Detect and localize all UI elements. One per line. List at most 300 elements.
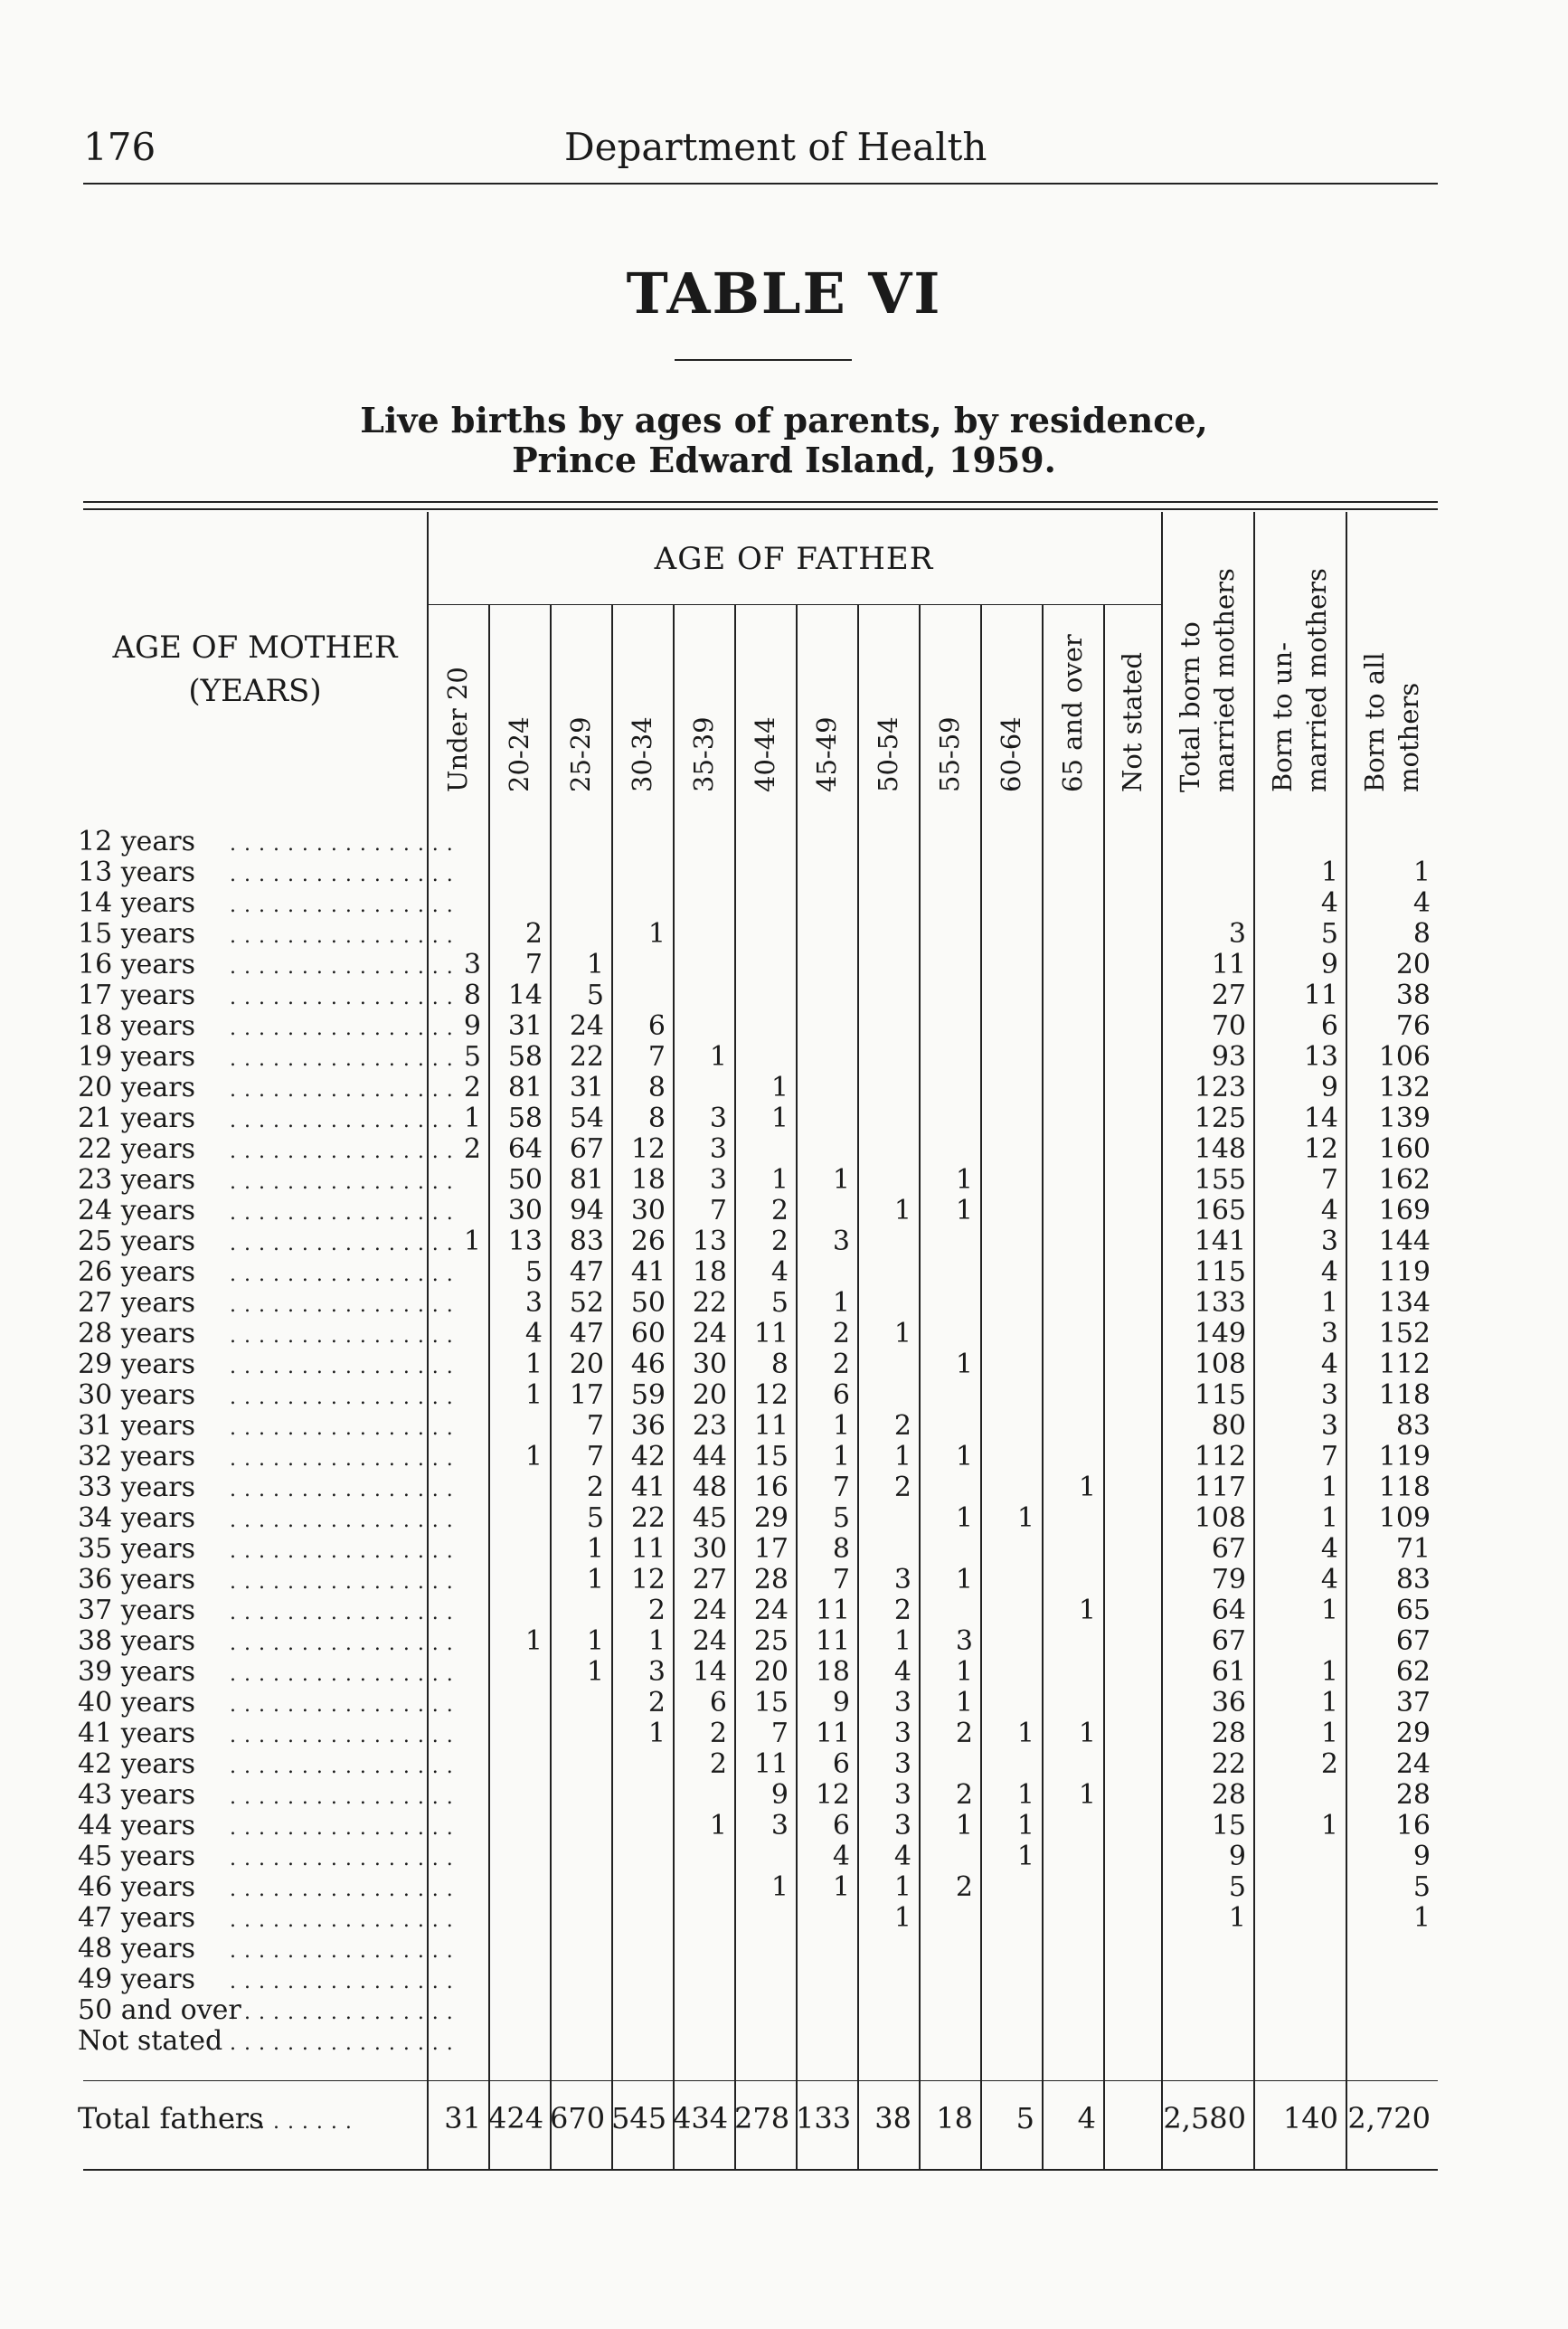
table-cell	[980, 1657, 1034, 1688]
table-cell	[919, 1965, 973, 1995]
table-cell	[488, 1565, 543, 1595]
table-cell: 2	[524, 918, 543, 950]
table-cell: 4	[1320, 1195, 1338, 1226]
table-cell: 5	[586, 980, 604, 1011]
row-label	[78, 1164, 454, 1196]
table-cell: 44	[692, 1441, 727, 1472]
table-cell	[857, 1226, 912, 1257]
table-cell: 11	[815, 1718, 850, 1749]
table-cell: 125	[1194, 1103, 1246, 1134]
table-cell: 8	[647, 1072, 666, 1103]
row-label	[78, 1441, 454, 1472]
table-cell: 7	[586, 1441, 604, 1472]
table-cell	[427, 1319, 481, 1349]
table-cell	[611, 1749, 666, 1780]
running-header: Department of Health	[564, 125, 987, 169]
table-cell	[427, 1903, 481, 1934]
table-cell	[550, 888, 604, 919]
table-cell	[611, 857, 666, 888]
table-cell	[488, 1472, 543, 1503]
table-cell	[1042, 1565, 1096, 1595]
table-cell: 2	[832, 1318, 850, 1349]
table-cell	[427, 827, 481, 857]
table-cell	[488, 1411, 543, 1442]
table-cell: 30	[692, 1349, 727, 1380]
row-label-text: 34 years	[78, 1502, 196, 1534]
row-label-text: 18 years	[78, 1010, 196, 1042]
table-cell: 2	[463, 1072, 481, 1103]
table-cell	[427, 888, 481, 919]
table-cell	[673, 827, 727, 857]
row-label	[78, 1718, 454, 1749]
table-cell	[1103, 2026, 1154, 2057]
table-row	[0, 1872, 1568, 1903]
table-cell: 83	[569, 1226, 604, 1257]
table-cell: 1	[832, 1441, 850, 1472]
leader-dots: . . . . . . . . . . . . . . . .	[230, 1448, 454, 1471]
table-cell: 31	[569, 1072, 604, 1103]
table-cell	[488, 1903, 543, 1934]
row-label-text: 33 years	[78, 1472, 196, 1503]
table-cell	[550, 857, 604, 888]
row-label-text: 29 years	[78, 1349, 196, 1380]
table-cell	[919, 1380, 973, 1411]
table-cell	[1346, 1995, 1431, 2026]
table-row	[0, 1226, 1568, 1257]
table-cell	[796, 1934, 850, 1965]
table-cell	[857, 1503, 912, 1534]
row-label	[78, 826, 454, 857]
table-cell: 38	[1395, 980, 1431, 1011]
row-label	[78, 1902, 454, 1934]
table-cell: 8	[832, 1533, 850, 1565]
table-cell: 4	[893, 1841, 912, 1872]
table-cell: 46	[630, 1349, 666, 1380]
leader-dots: . . . . . . . . . . . . . . . .	[230, 1141, 454, 1163]
table-cell	[611, 1995, 666, 2026]
table-cell	[1253, 1995, 1338, 2026]
table-cell	[919, 888, 973, 919]
table-cell	[673, 1934, 727, 1965]
table-cell	[427, 2026, 481, 2057]
table-cell: 1	[1320, 1687, 1338, 1718]
table-subtitle-line-2: Prince Edward Island, 1959.	[512, 440, 1056, 480]
table-cell: 22	[1211, 1748, 1246, 1780]
leader-dots: . . . . . . . . . . . . . . . .	[230, 1971, 454, 1993]
table-cell	[919, 2026, 973, 2057]
table-row	[0, 1565, 1568, 1595]
table-cell: 1	[1016, 1810, 1034, 1841]
table-cell: 109	[1378, 1502, 1431, 1534]
table-row	[0, 1718, 1568, 1749]
table-cell: 5	[1320, 918, 1338, 950]
table-cell	[980, 1903, 1034, 1934]
row-label-text: 36 years	[78, 1564, 196, 1595]
table-cell: 28	[1211, 1718, 1246, 1749]
table-cell: 29	[753, 1502, 789, 1534]
table-cell: 3	[524, 1287, 543, 1319]
table-cell: 11	[1211, 949, 1246, 980]
table-cell: 17	[569, 1379, 604, 1411]
total-cell: 5	[1015, 2101, 1034, 2135]
table-cell	[919, 1841, 973, 1872]
table-cell	[734, 888, 789, 919]
table-cell: 54	[569, 1103, 604, 1134]
table-cell: 70	[1211, 1010, 1246, 1042]
row-label	[78, 1379, 454, 1411]
table-cell	[857, 1965, 912, 1995]
table-cell	[1161, 888, 1246, 919]
table-cell	[1042, 980, 1096, 1011]
table-cell: 1	[586, 1533, 604, 1565]
table-cell: 11	[630, 1533, 666, 1565]
table-cell	[919, 1934, 973, 1965]
table-row	[0, 1442, 1568, 1472]
table-cell: 108	[1194, 1349, 1246, 1380]
table-row	[0, 888, 1568, 919]
table-row	[0, 1073, 1568, 1103]
row-label	[78, 2025, 454, 2057]
stub-header	[83, 626, 427, 713]
table-cell: 71	[1395, 1533, 1431, 1565]
table-row	[0, 1534, 1568, 1565]
table-cell: 47	[569, 1318, 604, 1349]
table-cell: 115	[1194, 1379, 1246, 1411]
table-title: TABLE VI	[626, 260, 942, 327]
table-cell: 1	[832, 1287, 850, 1319]
table-cell: 3	[1228, 918, 1246, 950]
table-cell: 112	[1194, 1441, 1246, 1472]
table-cell: 59	[630, 1379, 666, 1411]
table-cell	[980, 1749, 1034, 1780]
table-cell	[1103, 1011, 1154, 1042]
table-cell: 4	[893, 1656, 912, 1688]
table-cell: 7	[709, 1195, 727, 1226]
table-row	[0, 950, 1568, 980]
row-label	[78, 1964, 454, 1995]
total-cell: 424	[488, 2101, 544, 2135]
table-cell	[427, 1503, 481, 1534]
column-header-12-line-1: married mothers	[1209, 568, 1240, 792]
table-cell: 6	[647, 1010, 666, 1042]
table-cell	[980, 1872, 1034, 1903]
leader-dots: . . . . . . . . . . . . . . . .	[230, 864, 454, 886]
table-cell	[427, 1841, 481, 1872]
table-cell: 20	[569, 1349, 604, 1380]
table-cell	[427, 857, 481, 888]
table-cell	[1042, 1995, 1096, 2026]
leader-dots: . . . . . . . . . . . . . . . .	[230, 1940, 454, 1963]
table-cell: 9	[1228, 1841, 1246, 1872]
table-cell: 5	[832, 1502, 850, 1534]
table-cell	[734, 827, 789, 857]
table-cell: 1	[1320, 1595, 1338, 1626]
table-cell	[980, 1103, 1034, 1134]
table-cell: 42	[630, 1441, 666, 1472]
table-cell: 24	[692, 1318, 727, 1349]
table-cell: 1	[893, 1871, 912, 1903]
row-label	[78, 1410, 454, 1442]
row-label-text: 45 years	[78, 1841, 196, 1872]
table-cell: 1	[955, 1687, 973, 1718]
table-cell: 1	[1320, 857, 1338, 888]
table-cell	[1103, 1595, 1154, 1626]
leader-dots: . . . . . . . . . . . . . . . .	[230, 1294, 454, 1317]
table-cell	[980, 1288, 1034, 1319]
table-cell: 16	[753, 1472, 789, 1503]
table-cell: 13	[692, 1226, 727, 1257]
leader-dots: . . . . . . . . . . . . . . . .	[230, 833, 454, 856]
table-cell: 1	[586, 1656, 604, 1688]
table-cell: 3	[893, 1779, 912, 1811]
table-cell: 79	[1211, 1564, 1246, 1595]
table-cell: 7	[647, 1041, 666, 1073]
table-cell	[919, 857, 973, 888]
table-cell	[1103, 827, 1154, 857]
table-cell: 13	[507, 1226, 543, 1257]
table-cell	[550, 1903, 604, 1934]
table-cell: 65	[1395, 1595, 1431, 1626]
table-cell	[550, 1780, 604, 1811]
table-cell	[796, 980, 850, 1011]
table-cell: 149	[1194, 1318, 1246, 1349]
table-cell	[673, 1841, 727, 1872]
table-cell: 2	[463, 1133, 481, 1165]
leader-dots: . . . . . . . . . . . . . . . .	[230, 1479, 454, 1501]
table-cell	[1346, 1965, 1431, 1995]
table-cell	[427, 1626, 481, 1657]
table-cell: 7	[1320, 1164, 1338, 1196]
table-cell: 1	[647, 1625, 666, 1657]
table-cell: 67	[1395, 1625, 1431, 1657]
table-cell: 24	[1395, 1748, 1431, 1780]
total-cell: 31	[444, 2101, 481, 2135]
row-label-text: 21 years	[78, 1103, 196, 1134]
table-cell: 2	[955, 1779, 973, 1811]
leader-dots: . . . . . . . . . . . . . . . .	[230, 2002, 454, 2024]
table-cell	[919, 1011, 973, 1042]
table-cell	[1103, 919, 1154, 950]
leader-dots: . . . . . . . . . . . . . . . .	[230, 1048, 454, 1071]
row-label	[78, 1133, 454, 1165]
table-cell: 6	[1320, 1010, 1338, 1042]
table-cell: 119	[1378, 1256, 1431, 1288]
row-label	[78, 1841, 454, 1872]
table-cell	[550, 1995, 604, 2026]
table-row	[0, 1811, 1568, 1841]
table-cell	[1042, 1811, 1096, 1841]
table-cell	[1103, 950, 1154, 980]
table-cell	[919, 1134, 973, 1165]
table-cell	[919, 1073, 973, 1103]
table-cell	[550, 1749, 604, 1780]
table-cell: 1	[1078, 1779, 1096, 1811]
table-cell	[1103, 1749, 1154, 1780]
leader-dots: . . . . . . . . . . . . . . . .	[230, 1848, 454, 1870]
table-cell	[611, 1841, 666, 1872]
table-cell: 3	[647, 1656, 666, 1688]
table-cell: 6	[832, 1810, 850, 1841]
table-cell: 1	[955, 1195, 973, 1226]
table-cell	[550, 1811, 604, 1841]
table-cell	[427, 1442, 481, 1472]
table-row	[0, 1257, 1568, 1288]
table-cell	[796, 1257, 850, 1288]
table-cell: 14	[1303, 1103, 1338, 1134]
table-row	[0, 1503, 1568, 1534]
table-cell	[857, 1134, 912, 1165]
table-cell: 1	[524, 1441, 543, 1472]
column-header-2-line-0: 25-29	[565, 716, 596, 792]
table-cell: 26	[630, 1226, 666, 1257]
table-cell	[1161, 1995, 1246, 2026]
table-cell: 123	[1194, 1072, 1246, 1103]
table-cell: 12	[753, 1379, 789, 1411]
father-group-underline	[427, 604, 1161, 605]
row-label-text: 37 years	[78, 1595, 196, 1626]
total-cell: 4	[1077, 2101, 1096, 2135]
table-cell	[427, 1811, 481, 1841]
table-cell: 25	[753, 1625, 789, 1657]
table-row	[0, 1657, 1568, 1688]
table-cell	[550, 1934, 604, 1965]
table-cell	[1253, 827, 1338, 857]
row-label	[78, 918, 454, 950]
table-cell: 165	[1194, 1195, 1246, 1226]
table-cell: 1	[463, 1226, 481, 1257]
table-cell	[1103, 1165, 1154, 1196]
table-cell: 144	[1378, 1226, 1431, 1257]
table-bottom-rule	[83, 2169, 1438, 2171]
table-cell: 4	[1320, 1564, 1338, 1595]
table-cell	[919, 1903, 973, 1934]
table-cell: 47	[569, 1256, 604, 1288]
column-header-0-line-0: Under 20	[442, 667, 473, 792]
table-cell: 15	[753, 1441, 789, 1472]
table-cell: 29	[1395, 1718, 1431, 1749]
table-cell: 4	[1320, 887, 1338, 919]
table-cell	[673, 1011, 727, 1042]
table-cell: 15	[753, 1687, 789, 1718]
table-cell: 6	[832, 1748, 850, 1780]
table-row	[0, 1103, 1568, 1134]
table-row	[0, 1288, 1568, 1319]
table-cell: 132	[1378, 1072, 1431, 1103]
row-label	[78, 949, 454, 980]
table-cell: 1	[955, 1502, 973, 1534]
column-header-1-line-0: 20-24	[504, 716, 534, 792]
table-cell	[980, 1165, 1034, 1196]
table-cell: 1	[955, 1441, 973, 1472]
table-cell: 8	[1412, 918, 1431, 950]
table-cell: 9	[1320, 949, 1338, 980]
table-cell	[611, 1811, 666, 1841]
total-cell: 18	[936, 2101, 973, 2135]
table-cell: 3	[709, 1103, 727, 1134]
table-cell: 2	[586, 1472, 604, 1503]
table-cell: 1	[1412, 1902, 1431, 1934]
table-cell	[796, 1995, 850, 2026]
row-label-text: 43 years	[78, 1779, 196, 1811]
table-cell: 2	[832, 1349, 850, 1380]
father-age-group-header: AGE OF FATHER	[654, 541, 934, 577]
table-cell	[796, 1042, 850, 1073]
table-cell	[1042, 1103, 1096, 1134]
table-cell	[919, 919, 973, 950]
table-cell	[919, 1257, 973, 1288]
table-cell	[488, 1688, 543, 1718]
table-cell	[1103, 1073, 1154, 1103]
leader-dots: . . . . . . . . . . . . . . . .	[230, 1202, 454, 1225]
table-cell	[734, 1134, 789, 1165]
leader-dots: . . . . . . . . . . . . . . . .	[230, 2032, 454, 2055]
table-cell: 30	[507, 1195, 543, 1226]
row-label-text: 46 years	[78, 1871, 196, 1903]
table-cell	[980, 1472, 1034, 1503]
table-cell	[488, 1780, 543, 1811]
table-cell	[427, 1657, 481, 1688]
table-cell	[857, 1534, 912, 1565]
table-cell	[1042, 1134, 1096, 1165]
total-cell: 140	[1282, 2101, 1338, 2135]
leader-dots: . . . . . . . . . . . . . . . .	[230, 1571, 454, 1594]
table-cell: 4	[1412, 887, 1431, 919]
table-cell	[1103, 1534, 1154, 1565]
table-cell: 23	[692, 1410, 727, 1442]
table-cell	[1042, 1165, 1096, 1196]
table-cell: 16	[1395, 1810, 1431, 1841]
table-cell	[1253, 1872, 1338, 1903]
row-label-text: 50 and over	[78, 1994, 241, 2026]
table-cell: 36	[1211, 1687, 1246, 1718]
leader-dots: . . . . . . . . .	[230, 2111, 353, 2134]
table-cell: 67	[569, 1133, 604, 1165]
leader-dots: . . . . . . . . . . . . . . . .	[230, 1264, 454, 1286]
leader-dots: . . . . . . . . . . . . . . . .	[230, 1356, 454, 1378]
table-cell: 1	[1320, 1656, 1338, 1688]
table-cell	[550, 1688, 604, 1718]
table-cell	[796, 1196, 850, 1226]
table-cell: 1	[832, 1410, 850, 1442]
table-cell: 118	[1378, 1379, 1431, 1411]
table-cell	[488, 1934, 543, 1965]
row-label	[78, 1072, 454, 1103]
table-cell: 133	[1194, 1287, 1246, 1319]
total-cell: 434	[673, 2101, 729, 2135]
table-cell	[1253, 1780, 1338, 1811]
leader-dots: . . . . . . . . . . . . . . . .	[230, 1909, 454, 1932]
table-cell	[427, 1472, 481, 1503]
table-cell	[611, 1965, 666, 1995]
table-cell: 2	[770, 1226, 789, 1257]
table-cell	[734, 1903, 789, 1934]
row-label-text: 20 years	[78, 1072, 196, 1103]
table-cell: 1	[893, 1902, 912, 1934]
table-cell	[980, 980, 1034, 1011]
table-cell	[1042, 1073, 1096, 1103]
table-row	[0, 1411, 1568, 1442]
table-cell: 1	[586, 1564, 604, 1595]
total-cell: 545	[611, 2101, 667, 2135]
table-cell: 67	[1211, 1533, 1246, 1565]
row-label	[78, 1595, 454, 1626]
row-label-text: 32 years	[78, 1441, 196, 1472]
column-header-12-line-0: Total born to	[1175, 621, 1205, 792]
row-label	[78, 1010, 454, 1042]
table-cell: 7	[770, 1718, 789, 1749]
row-label-text: 38 years	[78, 1625, 196, 1657]
table-cell: 20	[753, 1656, 789, 1688]
